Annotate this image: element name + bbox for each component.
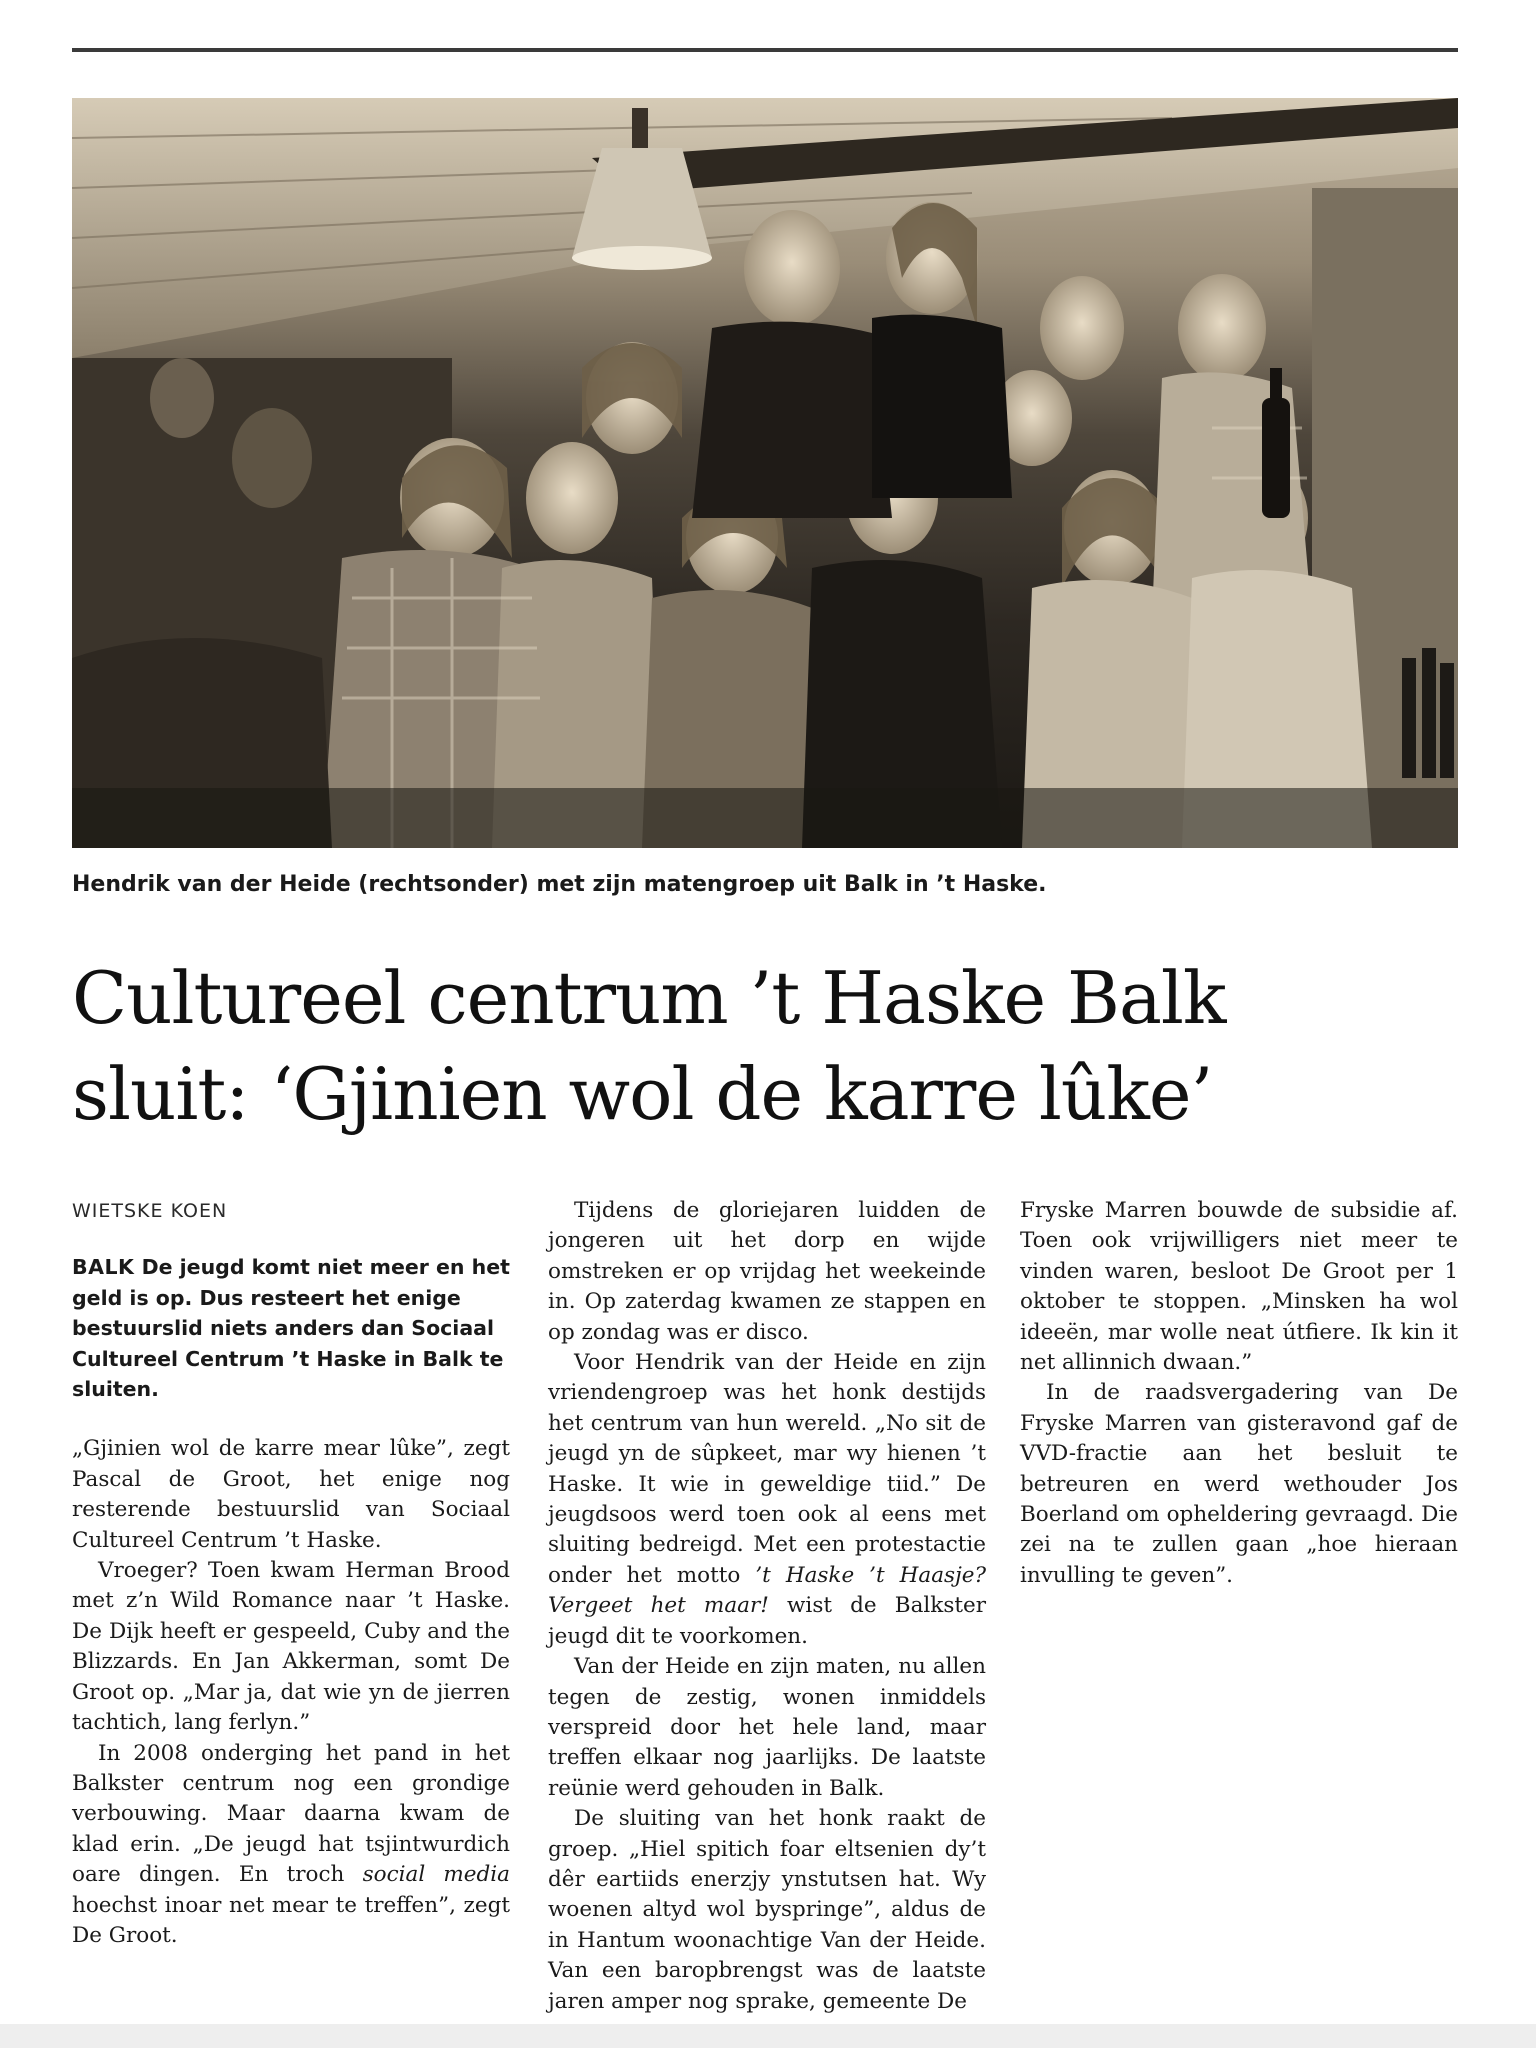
- article-column-1: [72, 1196, 510, 1951]
- body-text: Tijdens de gloriejaren luidden de jongeren uit het dorp en wijde omstreken er op vrijdag het weekeinde in. Op zaterdag kwamen ze stappen en op zondag was er disco.: [548, 1198, 986, 1345]
- body-paragraph: [1020, 1378, 1458, 1591]
- body-text: De sluiting van het honk raakt de groep. „Hiel spitich foar eltsenien dy’t dêr eartiids enerzjy ynstutsen hat. Wy woenen altyd wol byspringe”, aldus de in Hantum woonachtige Van der Heide. Van een baropbrengst was de laatste jaren amper nog sprake, gemeente De: [548, 1806, 986, 2014]
- body-text: Van der Heide en zijn maten, nu allen tegen de zestig, wonen inmiddels verspreid door het hele land, maar treffen elkaar nog jaarlijks. De laatste reünie werd gehouden in Balk.: [548, 1654, 986, 1801]
- byline: WIETSKE KOEN: [72, 1200, 228, 1222]
- body-paragraph: „Gjinien wol de karre mear lûke”, zegt Pascal de Groot, het enige nog resterende bestuurslid van Sociaal Cultureel Centrum ’t Haske.: [72, 1436, 510, 1553]
- body-paragraph: [548, 1196, 986, 1348]
- body-emphasis: ’t Haske ’t Haasje? Vergeet het maar!: [548, 1562, 986, 1619]
- article-photo: [72, 98, 1458, 848]
- body-text: In de raadsvergadering van De Fryske Marren van gisteravond gaf de VVD-fractie aan het besluit te betreuren en werd wethouder Jos Boerland om opheldering gevraagd. Die zei na te zullen gaan „hoe hieraan invulling te geven”.: [1020, 1380, 1458, 1588]
- body-text: wist de Balkster jeugd dit te voorkomen.: [548, 1593, 986, 1649]
- body-paragraph: [1020, 1196, 1458, 1378]
- headline-line-1: Cultureel centrum ’t Haske Balk: [72, 956, 1226, 1040]
- bottom-band: [0, 2024, 1536, 2048]
- body-paragraph: Vroeger? Toen kwam Herman Brood met z’n Wild Romance naar ’t Haske. De Dijk heeft er gespeeld, Cuby and the Blizzards. En Jan Akkerman, somt De Groot op. „Mar ja, dat wie yn de jierren tachtich, lang ferlyn.”: [72, 1558, 510, 1736]
- body-text: Fryske Marren bouwde de subsidie af. Toen ook vrijwilligers niet meer te vinden waren, besloot De Groot per 1 oktober te stoppen. „Minsken ha wol ideeën, mar wolle neat útfiere. Ik kin it net allinnich dwaan.”: [1020, 1198, 1458, 1376]
- body-paragraph: [72, 1739, 510, 1952]
- photo-icon: [72, 98, 1458, 848]
- dateline: BALK: [72, 1255, 135, 1280]
- photo-caption: Hendrik van der Heide (rechtsonder) met zijn matengroep uit Balk in ’t Haske.: [72, 872, 1047, 897]
- headline: [72, 950, 1472, 1142]
- top-rule: [72, 48, 1458, 52]
- lead-text: De jeugd komt niet meer en het geld is op. Dus resteert het enige bestuurslid niets anders dan Sociaal Cultureel Centrum ’t Haske in Balk te sluiten.: [72, 1255, 510, 1402]
- body-paragraph: [548, 1652, 986, 1804]
- lead-paragraph: [72, 1252, 510, 1404]
- body-paragraph: [548, 1348, 986, 1652]
- body-text: hoechst inoar net mear te treffen”, zegt De Groot.: [72, 1892, 510, 1948]
- article-column-3: [1020, 1196, 1458, 1591]
- article-column-2: [548, 1196, 986, 2017]
- headline-line-2: sluit: ‘Gjinien wol de karre lûke’: [72, 1052, 1213, 1136]
- body-paragraph: [548, 1804, 986, 2017]
- body-emphasis: social media: [362, 1862, 510, 1888]
- body-text: In 2008 onderging het pand in het Balkster centrum nog een grondige verbouwing. Maar daarna kwam de klad erin. „De jeugd hat tsjintwurdich oare dingen. En troch: [72, 1740, 510, 1888]
- body-text: Voor Hendrik van der Heide en zijn vriendengroep was het honk destijds het centrum van hun wereld. „No sit de jeugd yn de sûpkeet, mar wy hienen ’t Haske. It wie in geweldige tiid.” De jeugdsoos werd toen ook al eens met sluiting bedreigd. Met een protestactie onder het motto: [548, 1350, 986, 1588]
